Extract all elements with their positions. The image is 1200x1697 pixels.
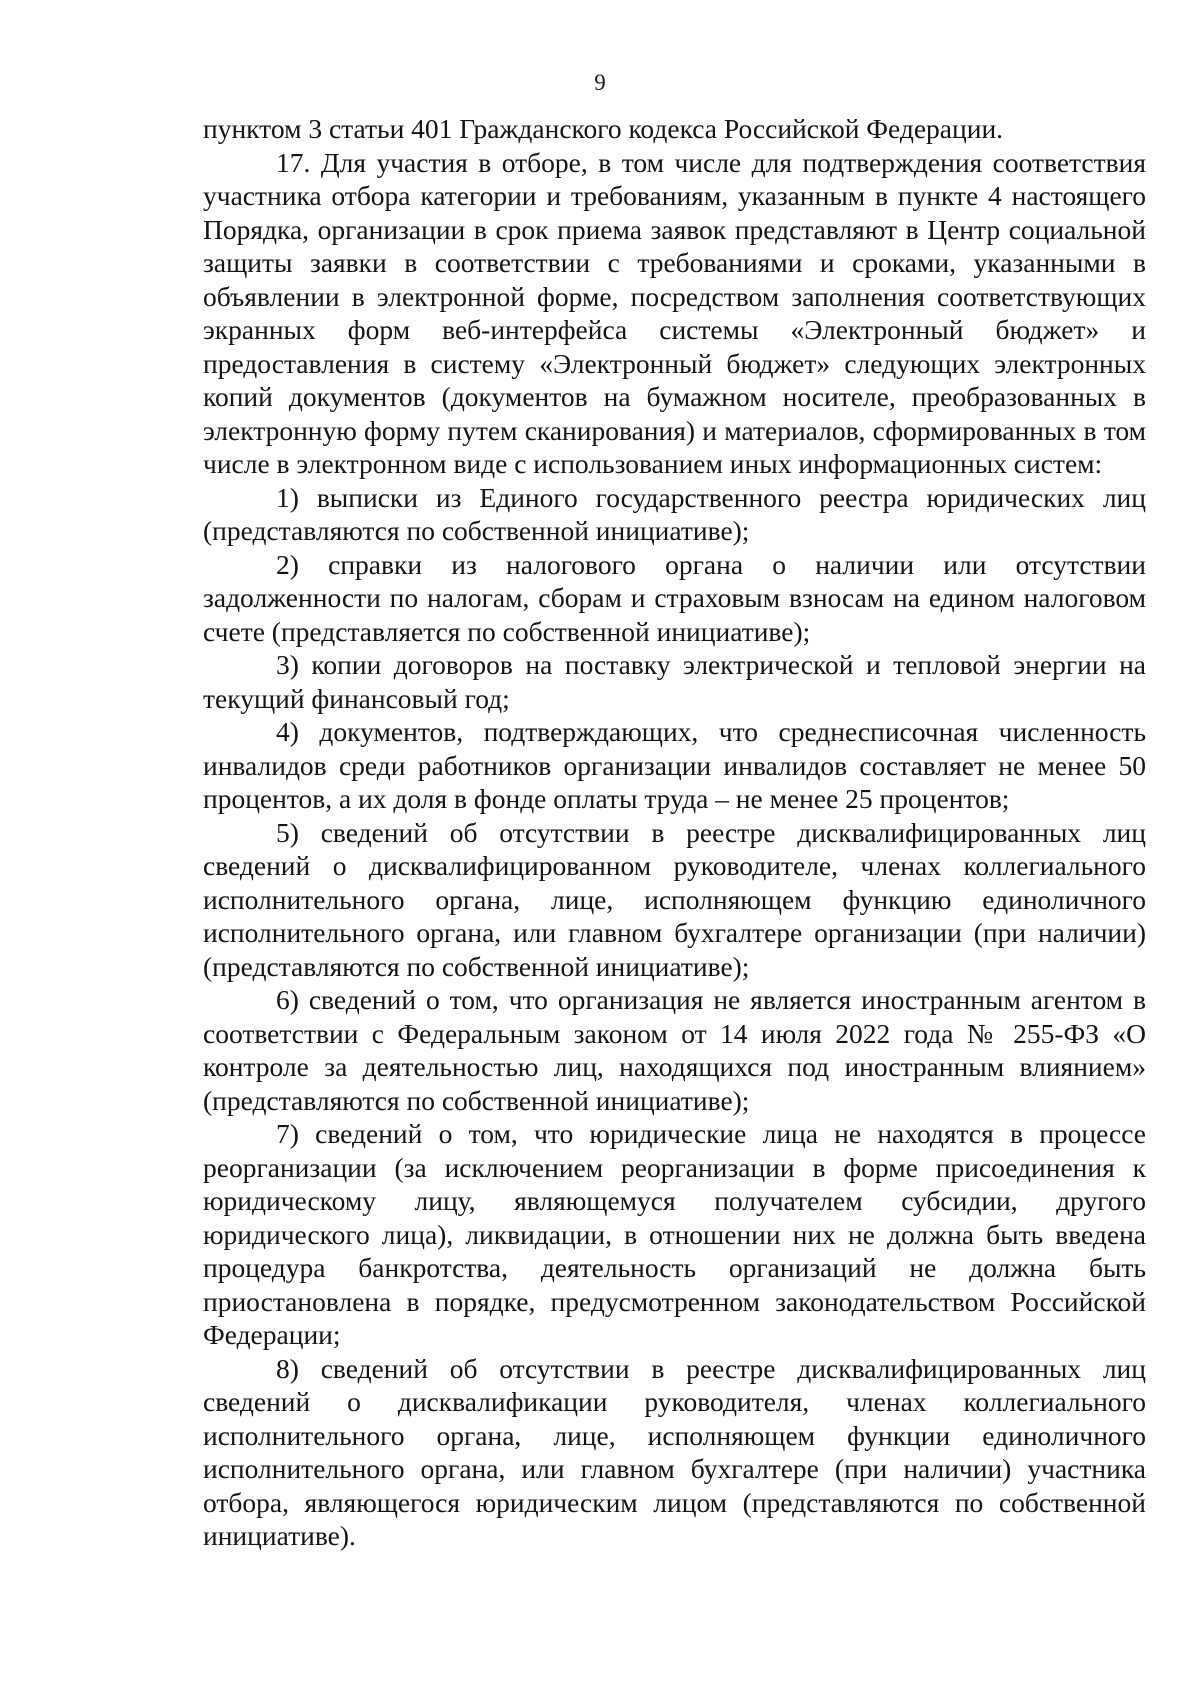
list-item-7: 7) сведений о том, что юридические лица не находятся в процессе реорганизации (за исключением реорганизации в форме присоединения к юридическому лицу, являющемуся получателем субсидии, другого юридического лица), ликвидации, в отношении них не должна быть введена процедура банкротства, деятельность организаций не должна быть приостановлена в порядке, предусмотренном законодательством Российской Федерации; xyxy=(203,1118,1146,1350)
page-number: 9 xyxy=(594,70,606,95)
list-item-6: 6) сведений о том, что организация не является иностранным агентом в соответствии с Федеральным законом от 14 июля 2022 года № 255-ФЗ «О контроле за деятельностью лиц, находящихся под иностранным влиянием» (представляются по собственной инициативе); xyxy=(203,984,1146,1116)
list-item-8: 8) сведений об отсутствии в реестре дисквалифицированных лиц сведений о дисквалификации руководителя, членах коллегиального исполнительного органа, лице, исполняющем функции единоличного исполнительного органа, или главном бухгалтере (при наличии) участника отбора, являющегося юридическим лицом (представляются по собственной инициативе). xyxy=(203,1352,1146,1551)
list-item-4: 4) документов, подтверждающих, что среднесписочная численность инвалидов среди работников организации инвалидов составляет не менее 50 процентов, а их доля в фонде оплаты труда – не менее 25 процентов; xyxy=(203,716,1146,814)
list-item-1: 1) выписки из Единого государственного реестра юридических лиц (представляются по собственной инициативе); xyxy=(203,481,1146,546)
list-item-3: 3) копии договоров на поставку электрической и тепловой энергии на текущий финансовый год; xyxy=(203,649,1146,714)
document-body xyxy=(203,112,1146,1553)
list-item-5: 5) сведений об отсутствии в реестре дисквалифицированных лиц сведений о дисквалифицированном руководителе, членах коллегиального исполнительного органа, лице, исполняющем функцию единоличного исполнительного органа, или главном бухгалтере организации (при наличии) (представляются по собственной инициативе); xyxy=(203,816,1146,982)
list-item-2: 2) справки из налогового органа о наличии или отсутствии задолженности по налогам, сборам и страховым взносам на едином налоговом счете (представляется по собственной инициативе); xyxy=(203,548,1146,647)
paragraph-item-17: 17. Для участия в отборе, в том числе для подтверждения соответствия участника отбора категории и требованиям, указанным в пункте 4 настоящего Порядка, организации в срок приема заявок представляют в Центр социальной защиты заявки в соответствии с требованиями и сроками, указанными в объявлении в электронной форме, посредством заполнения соответствующих экранных форм веб-интерфейса системы «Электронный бюджет» и предоставления в систему «Электронный бюджет» следующих электронных копий документов (документов на бумажном носителе, преобразованных в электронную форму путем сканирования) и материалов, сформированных в том числе в электронном виде с использованием иных информационных систем: xyxy=(203,146,1146,479)
paragraph-continuation: пунктом 3 статьи 401 Гражданского кодекса Российской Федерации. xyxy=(203,113,1004,144)
